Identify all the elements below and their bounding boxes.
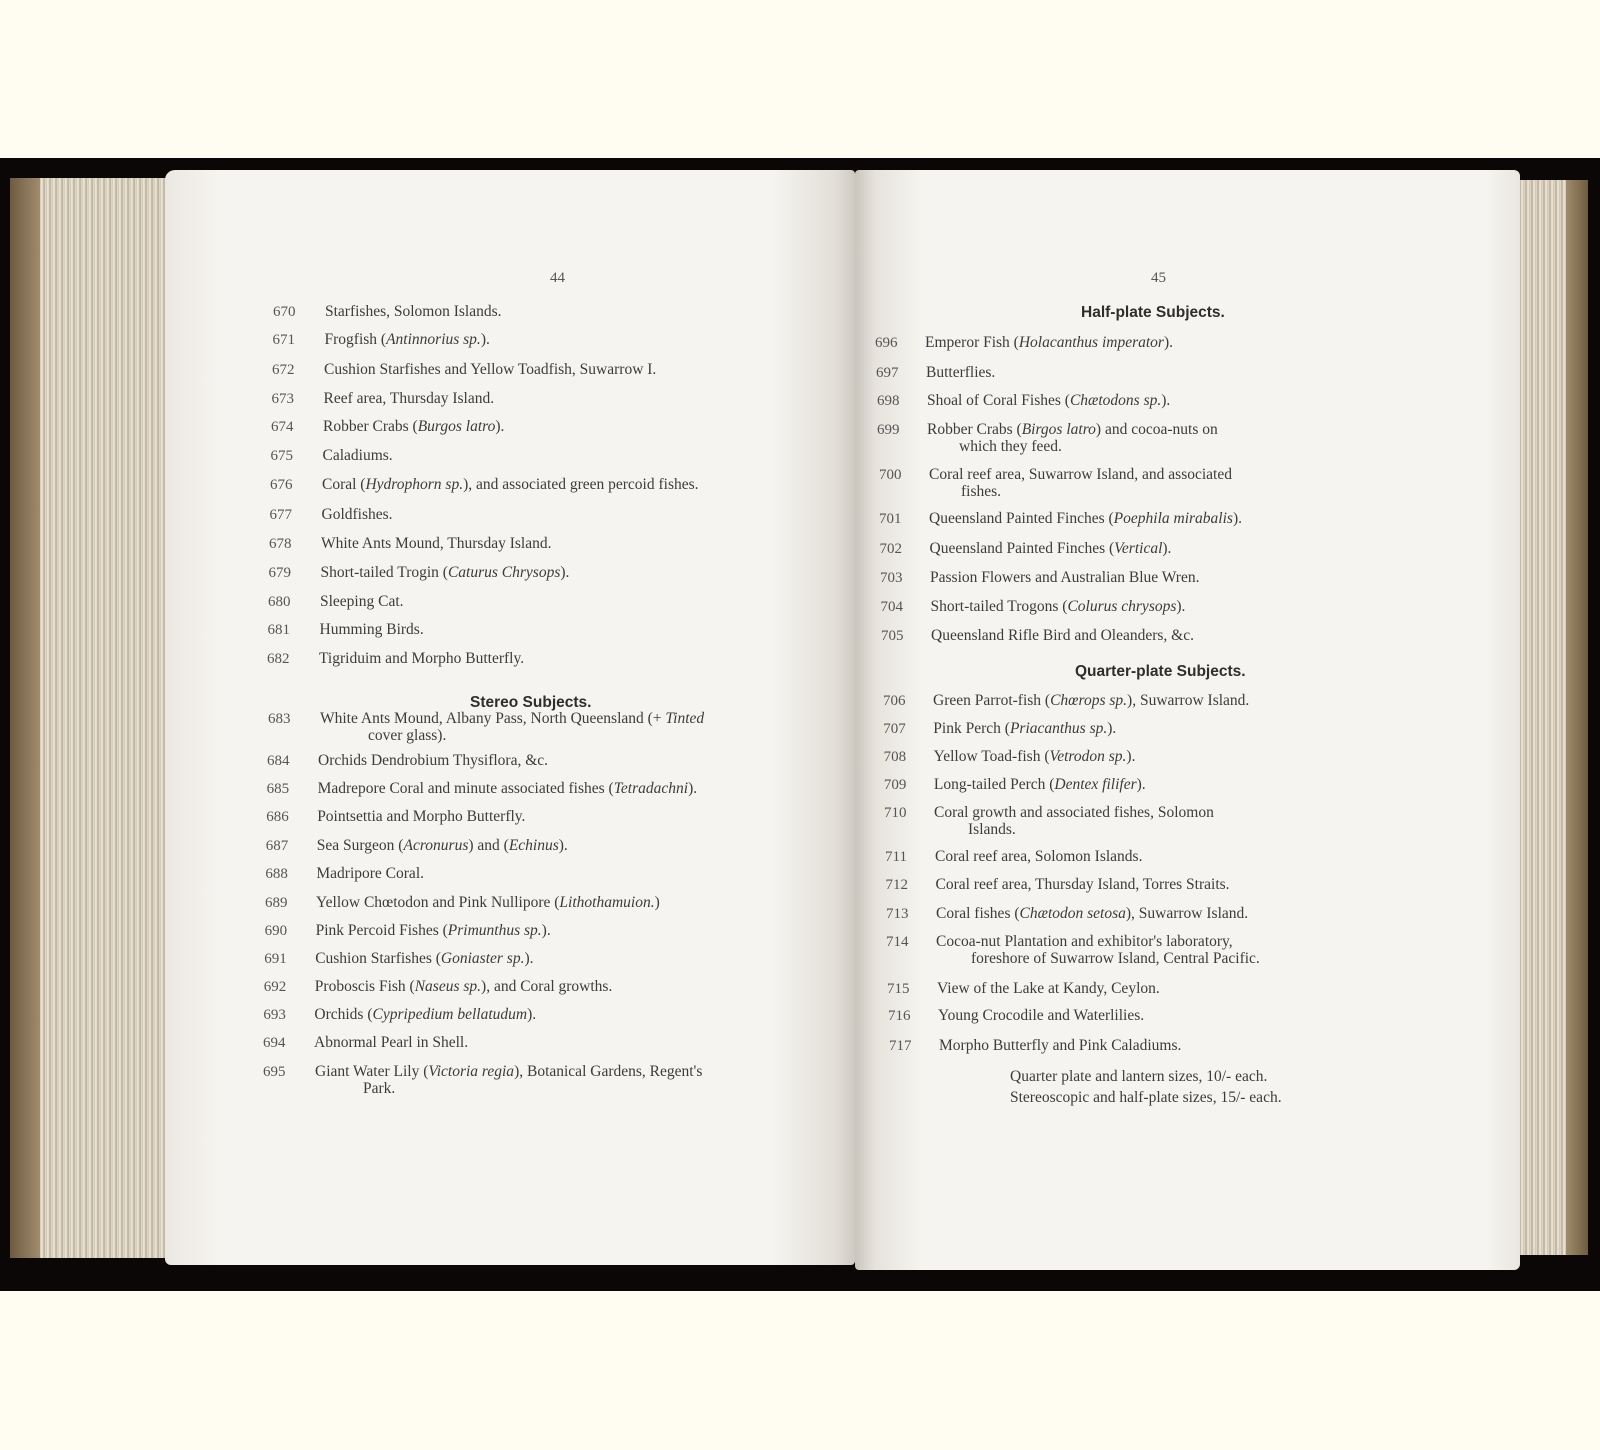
entry-text: ).	[524, 950, 534, 967]
entry-number: 680	[268, 594, 291, 610]
entry-text: ).	[1162, 540, 1172, 557]
entry-latin-name: Burgos latro	[417, 418, 496, 435]
entry-number: 713	[886, 906, 909, 922]
entry-text: Coral reef area, Solomon Islands.	[935, 848, 1143, 865]
entry-text: Young Crocodile and Waterlilies.	[938, 1007, 1145, 1024]
entry-title	[929, 466, 1232, 484]
entry-text: ).	[1107, 720, 1117, 737]
page-edges-right	[1518, 180, 1588, 1255]
entry-text: Reef area, Thursday Island.	[323, 390, 495, 407]
entry-title	[321, 564, 570, 582]
entry-title	[324, 390, 495, 408]
entry-title	[318, 780, 698, 798]
entry-number: 671	[272, 332, 295, 348]
entry-number: 672	[272, 362, 295, 378]
entry-number: 711	[885, 849, 907, 865]
entry-text: ) and (	[468, 837, 509, 854]
entry-number: 688	[265, 866, 288, 882]
entry-text: Sleeping Cat.	[320, 593, 404, 610]
entry-number: 681	[267, 622, 290, 638]
entry-number: 698	[877, 393, 900, 409]
entry-number: 683	[268, 711, 291, 727]
entry-number: 694	[263, 1035, 286, 1051]
entry-text: Queensland Painted Finches (	[929, 510, 1114, 527]
entry-number: 697	[876, 365, 899, 381]
entry-latin-name: Antinnorius sp.	[386, 331, 481, 348]
entry-text: Caladiums.	[322, 447, 393, 464]
entry-text: Morpho Butterfly and Pink Caladiums.	[939, 1037, 1182, 1054]
entry-text: Tigriduim and Morpho Butterfly.	[319, 650, 525, 667]
entry-latin-name: Chœrops sp.	[1050, 692, 1128, 709]
price-note-quarter: Quarter plate and lantern sizes, 10/- each.	[1010, 1068, 1268, 1085]
entry-text: Coral fishes (	[936, 905, 1020, 922]
entry-number: 677	[269, 507, 292, 523]
entry-text: ).	[1176, 598, 1186, 615]
entry-text: )	[654, 894, 660, 911]
entry-number: 670	[273, 304, 296, 320]
entry-text: Coral (	[322, 476, 366, 493]
entry-number: 676	[270, 477, 293, 493]
entry-text: ).	[1161, 392, 1171, 409]
entry-text: Emperor Fish (	[925, 334, 1019, 351]
entry-text: Coral growth and associated fishes, Solomon	[934, 804, 1214, 821]
entry-text: Cocoa-nut Plantation and exhibitor's laboratory,	[936, 933, 1233, 950]
entry-title	[926, 364, 995, 382]
entry-title	[934, 748, 1136, 766]
entry-latin-name: Acronurus	[403, 837, 469, 854]
section-heading-half-plate: Half-plate Subjects.	[1081, 304, 1225, 321]
entry-number: 693	[263, 1007, 286, 1023]
entry-continuation: foreshore of Suwarrow Island, Central Pacific.	[971, 950, 1260, 967]
entry-title	[927, 421, 1218, 439]
entry-text: ).	[688, 780, 698, 797]
entry-text: Short-tailed Trogin (	[320, 564, 448, 581]
entry-number: 696	[875, 335, 898, 351]
entry-continuation: which they feed.	[959, 438, 1062, 455]
section-heading-quarter-plate: Quarter-plate Subjects.	[1075, 663, 1246, 680]
entry-title	[317, 837, 568, 855]
entry-text: Coral reef area, Suwarrow Island, and associated	[929, 466, 1232, 483]
entry-text: Robber Crabs (	[927, 421, 1022, 438]
entry-title	[933, 692, 1249, 710]
page-number: 44	[550, 270, 565, 286]
entry-title	[925, 334, 1173, 352]
entry-text: ).	[1126, 748, 1136, 765]
entry-text: Yellow Chœtodon and Pink Nullipore (	[316, 894, 560, 911]
entry-latin-name: Tinted	[665, 710, 705, 727]
entry-title	[319, 650, 524, 668]
entry-title	[314, 1034, 468, 1052]
entry-text: Cushion Starfishes and Yellow Toadfish, Suwarrow I.	[324, 361, 657, 378]
book-scan	[0, 158, 1600, 1291]
entry-text: Madripore Coral.	[316, 865, 424, 882]
entry-title	[316, 922, 551, 940]
entry-title	[934, 776, 1146, 794]
entry-text: Cushion Starfishes (	[315, 950, 441, 967]
entry-title	[933, 720, 1116, 738]
entry-latin-name: Dentex filifer	[1054, 776, 1137, 793]
entry-title	[324, 361, 656, 379]
entry-continuation: Park.	[363, 1080, 396, 1097]
entry-title	[930, 540, 1172, 558]
entry-text: ), Botanical Gardens, Regent's	[514, 1063, 703, 1080]
entry-number: 712	[885, 877, 908, 893]
entry-number: 692	[263, 979, 287, 995]
entry-continuation: cover glass).	[368, 727, 447, 744]
entry-title	[315, 1063, 702, 1081]
entry-number: 710	[884, 805, 907, 821]
entry-number: 706	[883, 693, 906, 709]
entry-number: 684	[267, 753, 290, 769]
entry-title	[314, 1006, 536, 1024]
entry-number: 674	[271, 419, 294, 435]
entry-continuation: Islands.	[968, 821, 1016, 838]
entry-title	[315, 978, 613, 996]
entry-title	[320, 710, 704, 728]
entry-number: 709	[883, 777, 907, 793]
entry-title	[317, 808, 525, 826]
entry-number: 700	[879, 467, 902, 483]
entry-text: Orchids (	[314, 1006, 373, 1023]
entry-text: Sea Surgeon (	[316, 837, 404, 854]
entry-latin-name: Colurus chrysops	[1067, 598, 1177, 615]
entry-title	[320, 593, 404, 611]
entry-text: ).	[558, 837, 568, 854]
entry-continuation: fishes.	[961, 483, 1002, 500]
entry-text: ), Suwarrow Island.	[1125, 905, 1249, 922]
entry-latin-name: Holacanthus imperator	[1018, 334, 1164, 351]
entry-text: White Ants Mound, Thursday Island.	[321, 535, 552, 552]
entry-latin-name: Primunthus sp.	[447, 922, 542, 939]
entry-latin-name: Birgos latro	[1021, 421, 1096, 438]
entry-number: 705	[881, 628, 904, 644]
entry-title	[931, 598, 1186, 616]
entry-number: 691	[264, 951, 287, 967]
entry-text: Passion Flowers and Australian Blue Wren.	[930, 569, 1200, 586]
entry-text: Queensland Painted Finches (	[929, 540, 1115, 557]
entry-title	[316, 865, 424, 883]
entry-latin-name: Chætodons sp.	[1069, 392, 1162, 409]
page-number: 45	[1151, 270, 1166, 286]
entry-title	[931, 627, 1194, 645]
entry-number: 673	[271, 391, 294, 407]
entry-title	[934, 804, 1214, 822]
entry-text: ).	[527, 1006, 537, 1023]
entry-number: 715	[887, 981, 910, 997]
entry-latin-name: Cypripedium bellatudum	[372, 1006, 528, 1023]
entry-latin-name: Poephila mirabalis	[1113, 510, 1233, 527]
entry-number: 682	[267, 651, 290, 667]
entry-number: 689	[265, 895, 288, 911]
entry-title	[325, 331, 490, 349]
entry-title	[315, 950, 533, 968]
entry-text: Green Parrot-fish (	[933, 692, 1051, 709]
entry-number: 675	[270, 448, 293, 464]
entry-title	[939, 1037, 1181, 1055]
entry-text: ).	[495, 418, 505, 435]
entry-title	[935, 848, 1142, 866]
right-page	[855, 170, 1520, 1270]
entry-text: White Ants Mound, Albany Pass, North Queensland (+	[320, 710, 666, 727]
entry-text: ).	[480, 331, 490, 348]
entry-text: ) and cocoa-nuts on	[1095, 421, 1218, 438]
entry-text: ), Suwarrow Island.	[1127, 692, 1250, 709]
entry-number: 708	[883, 749, 907, 765]
entry-number: 695	[263, 1064, 286, 1080]
page-edges-left	[10, 178, 175, 1258]
entry-title	[927, 392, 1170, 410]
entry-text: Orchids Dendrobium Thysiflora, &c.	[318, 752, 549, 769]
entry-text: ).	[541, 922, 551, 939]
entry-number: 707	[883, 721, 906, 737]
entry-latin-name: Vetrodon sp.	[1049, 748, 1127, 765]
entry-text: Madrepore Coral and minute associated fishes (	[317, 780, 614, 797]
entry-number: 703	[880, 570, 903, 586]
entry-title	[323, 447, 393, 465]
entry-latin-name: Vertical	[1114, 540, 1163, 557]
entry-latin-name: Goniaster sp.	[440, 950, 525, 967]
entry-text: Abnormal Pearl in Shell.	[314, 1034, 469, 1051]
entry-text: ).	[1136, 776, 1146, 793]
entry-latin-name: Victoria regia	[428, 1063, 515, 1080]
entry-number: 690	[264, 923, 288, 939]
entry-title	[936, 933, 1233, 951]
entry-title	[325, 303, 502, 321]
entry-text: Short-tailed Trogons (	[930, 598, 1068, 615]
entry-number: 699	[877, 422, 900, 438]
entry-text: Frogfish (	[324, 331, 387, 348]
entry-number: 716	[888, 1008, 911, 1024]
entry-text: Starfishes, Solomon Islands.	[325, 303, 502, 320]
entry-latin-name: Lithothamuion.	[559, 894, 655, 911]
entry-number: 685	[266, 781, 290, 797]
entry-title	[316, 894, 660, 912]
entry-title	[322, 506, 393, 524]
entry-number: 701	[879, 511, 902, 527]
entry-text: Queensland Rifle Bird and Oleanders, &c.	[931, 627, 1194, 644]
entry-text: ).	[1163, 334, 1173, 351]
entry-title	[929, 510, 1242, 528]
entry-text: Proboscis Fish (	[314, 978, 415, 995]
entry-title	[936, 876, 1230, 894]
entry-text: Yellow Toad-fish (	[933, 748, 1050, 765]
entry-text: ), and Coral growths.	[481, 978, 613, 995]
entry-title	[322, 476, 699, 494]
entry-text: Butterflies.	[926, 364, 996, 381]
entry-latin-name: Hydrophorn sp.	[365, 476, 464, 493]
entry-title	[937, 980, 1160, 998]
entry-latin-name: Caturus Chrysops	[447, 564, 561, 581]
entry-title	[930, 569, 1199, 587]
entry-title	[318, 752, 548, 770]
entry-text: Humming Birds.	[319, 621, 424, 638]
entry-number: 679	[268, 565, 291, 581]
entry-text: Long-tailed Perch (	[933, 776, 1055, 793]
entry-text: ).	[560, 564, 570, 581]
entry-text: ), and associated green percoid fishes.	[463, 476, 699, 493]
entry-text: Goldfishes.	[321, 506, 393, 523]
entry-latin-name: Chætodon setosa	[1019, 905, 1126, 922]
entry-latin-name: Naseus sp.	[414, 978, 482, 995]
entry-title	[936, 905, 1248, 923]
entry-number: 687	[265, 838, 289, 854]
entry-number: 717	[889, 1038, 912, 1054]
entry-title	[321, 535, 551, 553]
entry-number: 678	[269, 536, 292, 552]
entry-title	[938, 1007, 1144, 1025]
entry-number: 714	[886, 934, 909, 950]
entry-text: Giant Water Lily (	[315, 1063, 429, 1080]
entry-latin-name: Tetradachni	[613, 780, 689, 797]
entry-latin-name: Priacanthus sp.	[1009, 720, 1108, 737]
entry-text: View of the Lake at Kandy, Ceylon.	[937, 980, 1160, 997]
entry-title	[320, 621, 424, 639]
entry-text: Pink Percoid Fishes (	[315, 922, 448, 939]
entry-number: 704	[880, 599, 903, 615]
entry-text: ).	[1232, 510, 1242, 527]
left-page	[165, 170, 855, 1265]
entry-number: 686	[266, 809, 289, 825]
entry-text: Shoal of Coral Fishes (	[927, 392, 1070, 409]
entry-text: Coral reef area, Thursday Island, Torres Straits.	[935, 876, 1230, 893]
price-note-stereo: Stereoscopic and half-plate sizes, 15/- each.	[1010, 1089, 1282, 1106]
entry-text: Pointsettia and Morpho Butterfly.	[317, 808, 526, 825]
entry-title	[323, 418, 504, 436]
entry-text: Robber Crabs (	[323, 418, 418, 435]
entry-text: Pink Perch (	[933, 720, 1010, 737]
entry-latin-name: Echinus	[508, 837, 559, 854]
section-heading-stereo: Stereo Subjects.	[470, 694, 592, 711]
entry-number: 702	[879, 541, 902, 557]
